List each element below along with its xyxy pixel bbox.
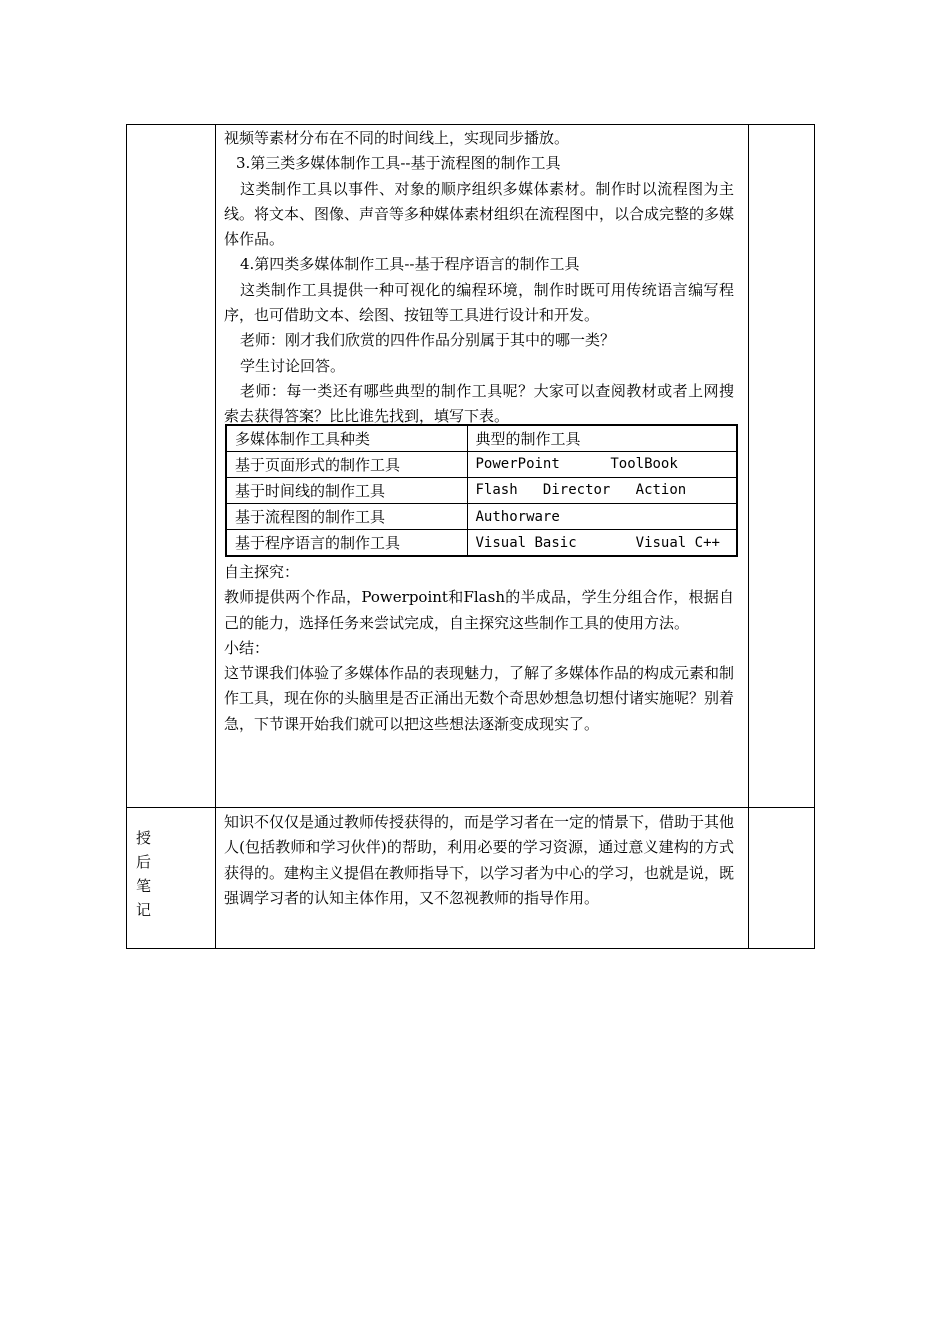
table-cell: PowerPoint ToolBook — [467, 451, 737, 477]
table-header-row — [226, 425, 737, 451]
table-header-cell: 多媒体制作工具种类 — [226, 425, 467, 451]
column-divider-right — [748, 125, 749, 948]
paragraph-heading: 3.第三类多媒体制作工具--基于流程图的制作工具 — [236, 154, 561, 173]
paragraph: 教师提供两个作品，Powerpoint和Flash的半成品，学生分组合作，根据自己的能力，选择任务来尝试完成，自主探究这些制作工具的使用方法。 — [224, 588, 734, 632]
paragraph: 学生讨论回答。 — [240, 356, 346, 375]
paragraph: 这类制作工具提供一种可视化的编程环境，制作时既可用传统语言编写程序，也可借助文本、绘图、按钮等工具进行设计和开发。 — [224, 280, 734, 325]
notes-content — [224, 810, 734, 911]
table-cell: 基于程序语言的制作工具 — [226, 530, 467, 556]
row-divider — [127, 807, 814, 808]
paragraph: 视频等素材分布在不同的时间线上，实现同步播放。 — [224, 129, 570, 147]
paragraph: 老师：每一类还有哪些典型的制作工具呢？大家可以查阅教材或者上网搜索去获得答案？比比谁先找到，填写下表。 — [224, 381, 734, 426]
tools-table — [225, 424, 738, 557]
table-row — [226, 451, 737, 477]
notes-label-char: 后 — [136, 853, 152, 871]
table-cell: 基于时间线的制作工具 — [226, 477, 467, 503]
paragraph: 这类制作工具以事件、对象的顺序组织多媒体素材。制作时以流程图为主线。将文本、图像、声音等多种媒体素材组织在流程图中，以合成完整的多媒体作品。 — [224, 179, 735, 249]
section-heading: 小结： — [224, 638, 270, 657]
table-row — [226, 530, 737, 556]
table-row — [226, 504, 737, 530]
notes-label-char: 笔 — [136, 877, 152, 895]
lesson-content-continued — [224, 560, 734, 737]
paragraph: 这节课我们体验了多媒体作品的表现魅力，了解了多媒体作品的构成元素和制作工具，现在你的头脑里是否正涌出无数个奇思妙想急切想付诸实施呢？别着急，下节课开始我们就可以把这些想法逐渐变成现实了。 — [224, 664, 735, 733]
table-cell: Flash Director Action — [467, 477, 737, 503]
column-divider-left — [215, 125, 216, 948]
notes-label-char: 授 — [136, 829, 152, 847]
paragraph: 老师：刚才我们欣赏的四件作品分别属于其中的哪一类？ — [240, 331, 616, 350]
table-cell: 基于流程图的制作工具 — [226, 504, 467, 530]
section-heading: 自主探究： — [224, 563, 300, 581]
lesson-content — [224, 126, 734, 430]
table-cell: Authorware — [467, 504, 737, 530]
notes-label-char: 记 — [136, 901, 152, 919]
table-header-cell: 典型的制作工具 — [467, 425, 737, 451]
table-cell: 基于页面形式的制作工具 — [226, 451, 467, 477]
paragraph-heading: 4.第四类多媒体制作工具--基于程序语言的制作工具 — [240, 255, 580, 274]
notes-paragraph: 知识不仅仅是通过教师传授获得的，而是学习者在一定的情景下，借助于其他人(包括教师和学习伙伴)的帮助，利用必要的学习资源，通过意义建构的方式获得的。建构主义提倡在教师指导下，以学习者为中心的学习，也就是说，既强调学习者的认知主体作用，又不忽视教师的指导作用。 — [224, 813, 735, 907]
table-cell: Visual Basic Visual C++ — [467, 530, 737, 556]
table-row — [226, 477, 737, 503]
notes-label — [136, 826, 156, 922]
